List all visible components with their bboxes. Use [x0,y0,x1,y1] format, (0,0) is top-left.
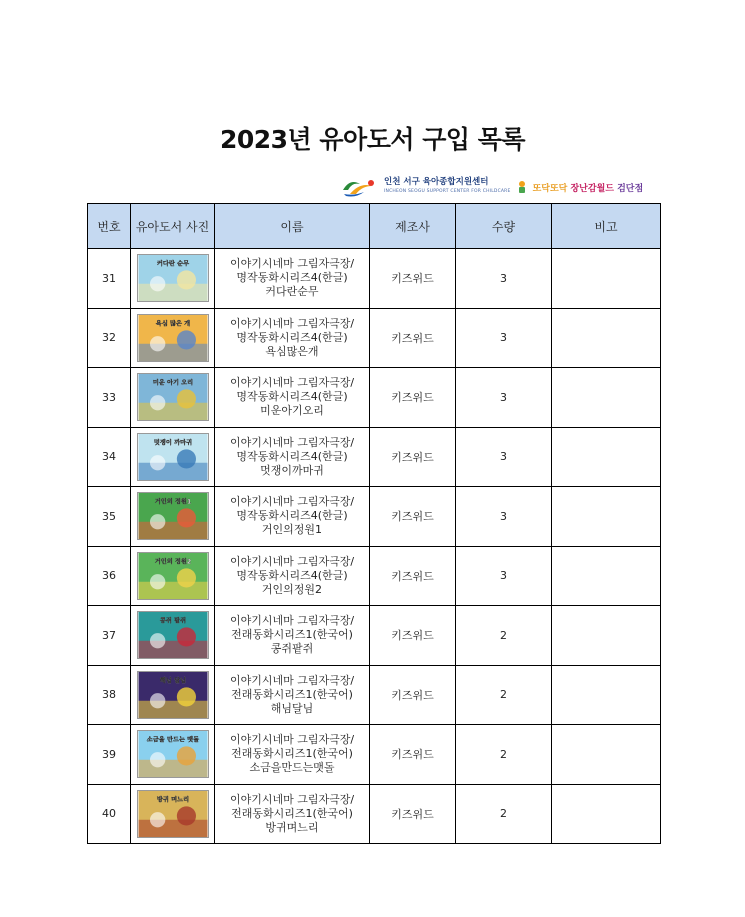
note-cell [552,427,661,487]
note-cell [552,368,661,428]
book-photo-cell [131,606,215,666]
book-name-cell [215,546,370,606]
book-name-cell [215,427,370,487]
book-cover-image [137,671,209,719]
book-subseries: 전래동화시리즈1(한국어) [231,628,353,642]
book-subseries: 명작동화시리즈4(한글) [236,449,348,463]
book-cover-image [137,314,209,362]
book-subseries: 전래동화시리즈1(한국어) [231,747,353,761]
toy-icon [517,180,527,194]
book-cover-title: 해님 달님 [159,677,186,685]
book-subseries: 명작동화시리즈4(한글) [236,271,348,285]
table-row [88,725,661,785]
book-photo-cell [131,308,215,368]
header-name: 이름 [215,204,370,249]
note-cell [552,546,661,606]
maker-cell: 키즈위드 [370,427,456,487]
row-number: 31 [88,249,131,309]
table-row [88,427,661,487]
book-cover-title: 거인의 정원1 [154,498,191,506]
row-number: 39 [88,725,131,785]
book-cover-title: 소금을 만드는 맷돌 [146,736,199,744]
book-name-cell [215,784,370,844]
book-name-cell [215,249,370,309]
center-name: 인천 서구 육아종합지원센터 INCHEON SEOGU SUPPORT CENTER FOR CHILDCARE [384,177,511,194]
book-cover-image [137,254,209,302]
book-series: 이야기시네마 그림자극장/ [229,614,355,628]
qty-cell: 3 [456,427,552,487]
book-photo-cell [131,249,215,309]
book-series: 이야기시네마 그림자극장/ [229,554,355,568]
table-row [88,665,661,725]
maker-cell: 키즈위드 [370,368,456,428]
book-subseries: 전래동화시리즈1(한국어) [231,687,353,701]
row-number: 38 [88,665,131,725]
book-photo-cell [131,487,215,547]
maker-cell: 키즈위드 [370,249,456,309]
book-cover-image [137,730,209,778]
qty-cell: 2 [456,606,552,666]
book-subseries: 명작동화시리즈4(한글) [236,330,348,344]
maker-cell: 키즈위드 [370,308,456,368]
maker-cell: 키즈위드 [370,606,456,666]
book-title: 소금을만드는맷돌 [249,761,335,775]
book-name-cell [215,487,370,547]
book-cover-image [137,492,209,540]
table-row [88,308,661,368]
row-number: 34 [88,427,131,487]
book-series: 이야기시네마 그림자극장/ [229,435,355,449]
book-title: 거인의정원1 [261,523,323,537]
play-center-name: 또닥또닥 장난감월드 검단점 [532,183,644,194]
book-subseries: 명작동화시리즈4(한글) [236,568,348,582]
book-series: 이야기시네마 그림자극장/ [229,316,355,330]
book-cover-title: 욕심 많은 개 [155,320,190,328]
book-cover-title: 콩쥐 팥쥐 [159,617,186,625]
maker-cell: 키즈위드 [370,487,456,547]
book-name-cell [215,725,370,785]
row-number: 32 [88,308,131,368]
book-cover-image [137,373,209,421]
book-table [87,203,661,844]
book-series: 이야기시네마 그림자극장/ [229,257,355,271]
row-number: 40 [88,784,131,844]
qty-cell: 3 [456,308,552,368]
header-photo: 유아도서 사진 [131,204,215,249]
book-name-cell [215,368,370,428]
qty-cell: 2 [456,725,552,785]
book-cover-image [137,790,209,838]
qty-cell: 3 [456,368,552,428]
row-number: 35 [88,487,131,547]
header-qty: 수량 [456,204,552,249]
book-name-cell [215,606,370,666]
book-title: 미운아기오리 [260,404,324,418]
book-title: 거인의정원2 [261,582,323,596]
book-name-cell [215,308,370,368]
center-logo-icon [340,176,378,198]
note-cell [552,665,661,725]
book-series: 이야기시네마 그림자극장/ [229,673,355,687]
qty-cell: 3 [456,487,552,547]
row-number: 33 [88,368,131,428]
note-cell [552,725,661,785]
qty-cell: 2 [456,665,552,725]
book-photo-cell [131,427,215,487]
book-subseries: 명작동화시리즈4(한글) [236,509,348,523]
qty-cell: 3 [456,249,552,309]
book-photo-cell [131,784,215,844]
book-title: 콩쥐팥쥐 [270,642,314,656]
book-title: 욕심많은개 [265,344,319,358]
table-row [88,784,661,844]
book-series: 이야기시네마 그림자극장/ [229,376,355,390]
table-row [88,249,661,309]
note-cell [552,308,661,368]
maker-cell: 키즈위드 [370,546,456,606]
book-photo-cell [131,665,215,725]
book-subseries: 명작동화시리즈4(한글) [236,390,348,404]
book-photo-cell [131,546,215,606]
table-row [88,546,661,606]
note-cell [552,249,661,309]
book-cover-image [137,552,209,600]
book-cover-title: 미운 아기 오리 [152,379,193,387]
book-series: 이야기시네마 그림자극장/ [229,495,355,509]
book-cover-image [137,611,209,659]
logo-area [340,175,660,199]
note-cell [552,606,661,666]
row-number: 36 [88,546,131,606]
table-header-row [88,204,661,249]
note-cell [552,784,661,844]
maker-cell: 키즈위드 [370,725,456,785]
book-cover-title: 멋쟁이 까마귀 [153,439,192,447]
book-series: 이야기시네마 그림자극장/ [229,733,355,747]
header-maker: 제조사 [370,204,456,249]
maker-cell: 키즈위드 [370,784,456,844]
qty-cell: 3 [456,546,552,606]
qty-cell: 2 [456,784,552,844]
book-title: 방귀며느리 [265,820,319,834]
row-number: 37 [88,606,131,666]
page-title: 2023년 유아도서 구입 목록 [219,125,526,154]
book-cover-image [137,433,209,481]
header-no: 번호 [88,204,131,249]
header-note: 비고 [552,204,661,249]
book-title: 커다란순무 [265,285,319,299]
book-series: 이야기시네마 그림자극장/ [229,792,355,806]
table-row [88,487,661,547]
book-cover-title: 방귀 며느리 [156,796,189,804]
book-photo-cell [131,368,215,428]
book-subseries: 전래동화시리즈1(한국어) [231,806,353,820]
book-title: 해님달님 [270,701,314,715]
book-title: 멋쟁이까마귀 [260,463,324,477]
book-cover-title: 커다란 순무 [156,260,189,268]
table-row [88,606,661,666]
book-name-cell [215,665,370,725]
note-cell [552,487,661,547]
book-photo-cell [131,725,215,785]
table-row [88,368,661,428]
book-cover-title: 거인의 정원2 [154,558,191,566]
maker-cell: 키즈위드 [370,665,456,725]
